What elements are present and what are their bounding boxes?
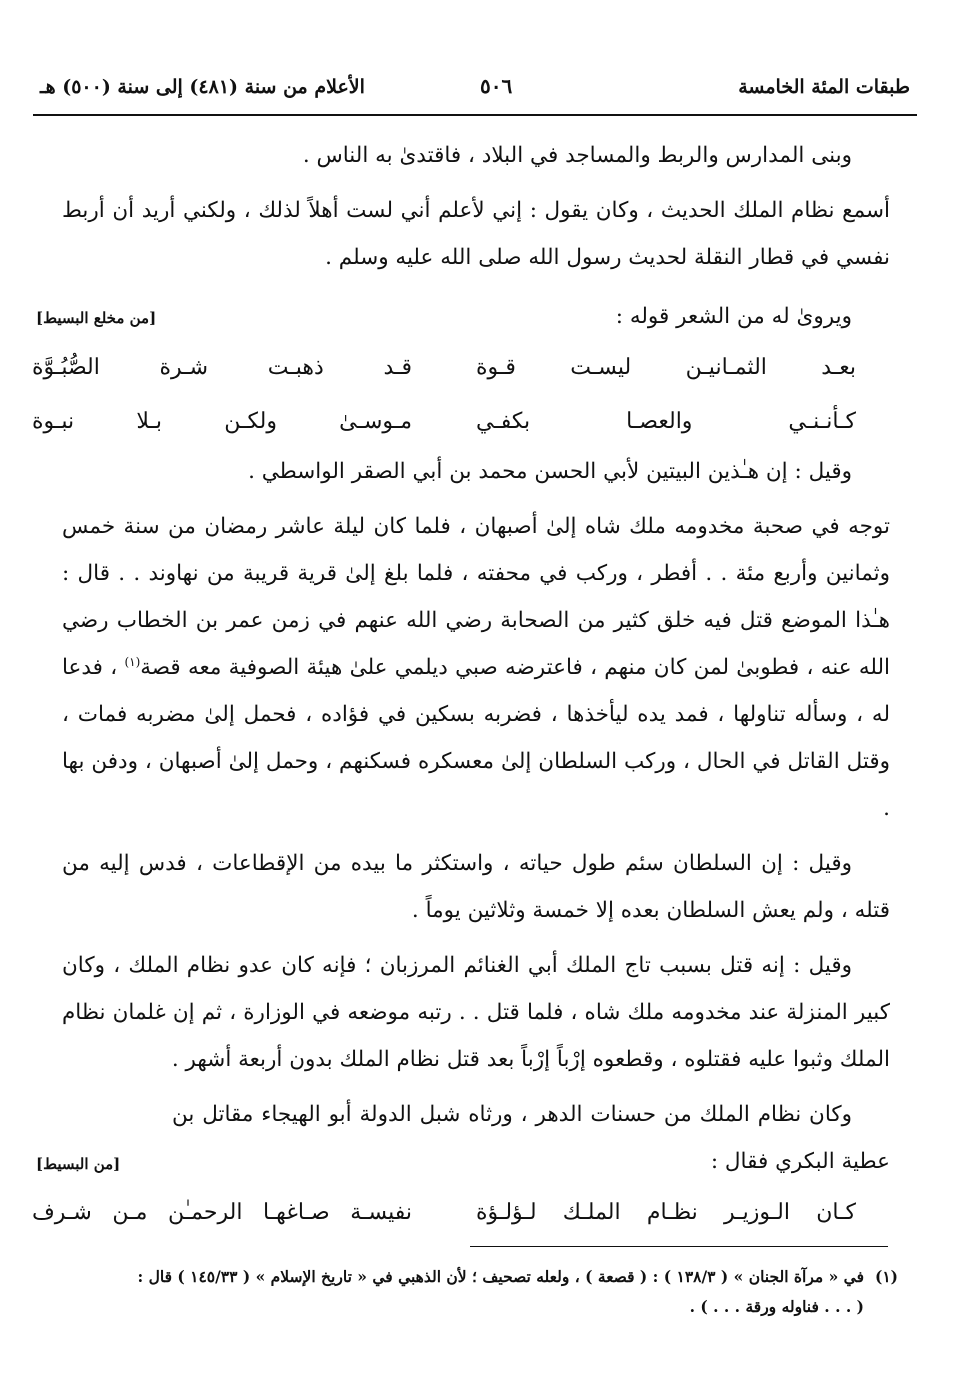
paragraph-text: توجه في صحبة مخدومه ملك شاه إلىٰ أصبهان ، فلما كان ليلة عاشر رمضان من سنة خمس وثمانين وأربع مئة . . أفطر ، وركب في محفته ، فلما بلغ إلىٰ قرية قريبة من نهاوند . . قال : هـٰذا الموضع قتل فيه خلق كثير من الصحابة رضي الله عنهم في زمن عمر بن الخطاب رضي الله عنه ، فطوبىٰ لمن كان منهم ، فاعترضه صبي ديلمي علىٰ هيئة الصوفية معه قصة (62, 514, 890, 680)
footnote-line (62, 1262, 898, 1292)
poem-meter: [من البسيط] (36, 1155, 121, 1173)
running-header (40, 72, 910, 108)
paragraph-text: ، فدعا له ، وسأله تناولها ، فمد يده ليأخذها ، فضربه بسكين في فؤاده ، فحمل إلىٰ مضربه فمات ، وقتل القاتل في الحال ، وركب السلطان إلىٰ معسكره فسكنهم ، وحمل إلىٰ أصبهان ، ودفن بها . (62, 655, 890, 821)
book-title: طبقات المئة الخامسة (738, 76, 910, 98)
header-rule (33, 114, 917, 116)
page-number: ٥٠٦ (480, 74, 513, 98)
verse-second-hemistich: نفيسـة صـاغهـا الرحمـٰن مـن شـرف (32, 1200, 412, 1225)
paragraph-with-meter (36, 1091, 890, 1185)
footnote-number: (١) (874, 1267, 898, 1286)
paragraph: وبنى المدارس والربط والمساجد في البلاد ، فاقتدىٰ به الناس . (302, 143, 852, 168)
poem-heading (36, 293, 890, 340)
verse-first-hemistich: كـأنـنـي والعصـا بكفـي (476, 409, 856, 434)
footnote-rule (470, 1246, 888, 1247)
paragraph: وكان نظام الملك من حسنات الدهر ، ورثاه شبل الدولة أبو الهيجاء مقاتل بن عطية البكري فقال : (172, 1102, 890, 1174)
poem-verse (32, 394, 890, 448)
paragraph (62, 503, 890, 832)
verse-second-hemistich: مـوسـىٰ ولكـن بـلا نبـوة (32, 409, 412, 434)
paragraph: وقيل : إنه قتل بسبب تاج الملك أبي الغنائم المرزبان ؛ فإنه كان عدو نظام الملك ، وكان كبير المنزلة عند مخدومه ملك شاه ، فلما قتل . . رتبه موضعه في الوزارة ، ثم إن غلمان نظام الملك وثبوا عليه فقتلوه ، وقطعوه إرْباً إرْباً بعد قتل نظام الملك بدون أربعة أشهر . (62, 953, 890, 1072)
verse-first-hemistich: بعـد الثمـانيـن ليسـت قـوة (476, 355, 856, 380)
verse-second-hemistich: قـد ذهبـت شـرة الصُّبُـوَّة (32, 355, 412, 380)
paragraph: وقيل : إن هـٰذين البيتين لأبي الحسن محمد بن أبي الصقر الواسطي . (248, 459, 852, 484)
footnote-text: في « مرآة الجنان » ( ١٣٨/٣ ) : ( قصعة ) ، ولعله تصحيف ؛ لأن الذهبي في « تاريخ الإسلام » ( ١٤٥/٣٣ ) قال : (137, 1267, 864, 1286)
paragraph: أسمع نظام الملك الحديث ، وكان يقول : إني لأعلم أني لست أهلاً لذلك ، ولكني أريد أن أربط نفسي في قطار النقلة لحديث رسول الله صلى الله عليه وسلم . (62, 198, 890, 270)
main-text (32, 132, 890, 1239)
paragraph: وقيل : إن السلطان سئم طول حياته ، واستكثر ما بيده من الإقطاعات ، فدس إليه من قتله ، ولم يعش السلطان بعده إلا خمسة وثلاثين يوماً . (62, 851, 890, 923)
footnote (62, 1262, 898, 1322)
verse-first-hemistich: كـان الـوزيـر نظـام الملـك لـؤلـؤة (476, 1200, 856, 1225)
footnote-reference: (١) (124, 654, 141, 669)
section-title: الأعلام من سنة (٤٨١) إلى سنة (٥٠٠) هـ (40, 76, 365, 98)
poem-meter: [من مخلع البسيط] (36, 309, 157, 327)
footnote-line: ( . . . فناوله ورقة . . . ) . (689, 1297, 864, 1316)
poem-verse (32, 1185, 890, 1239)
poem-intro: ويروىٰ له من الشعر قوله : (615, 304, 852, 329)
poem-verse (32, 340, 890, 394)
